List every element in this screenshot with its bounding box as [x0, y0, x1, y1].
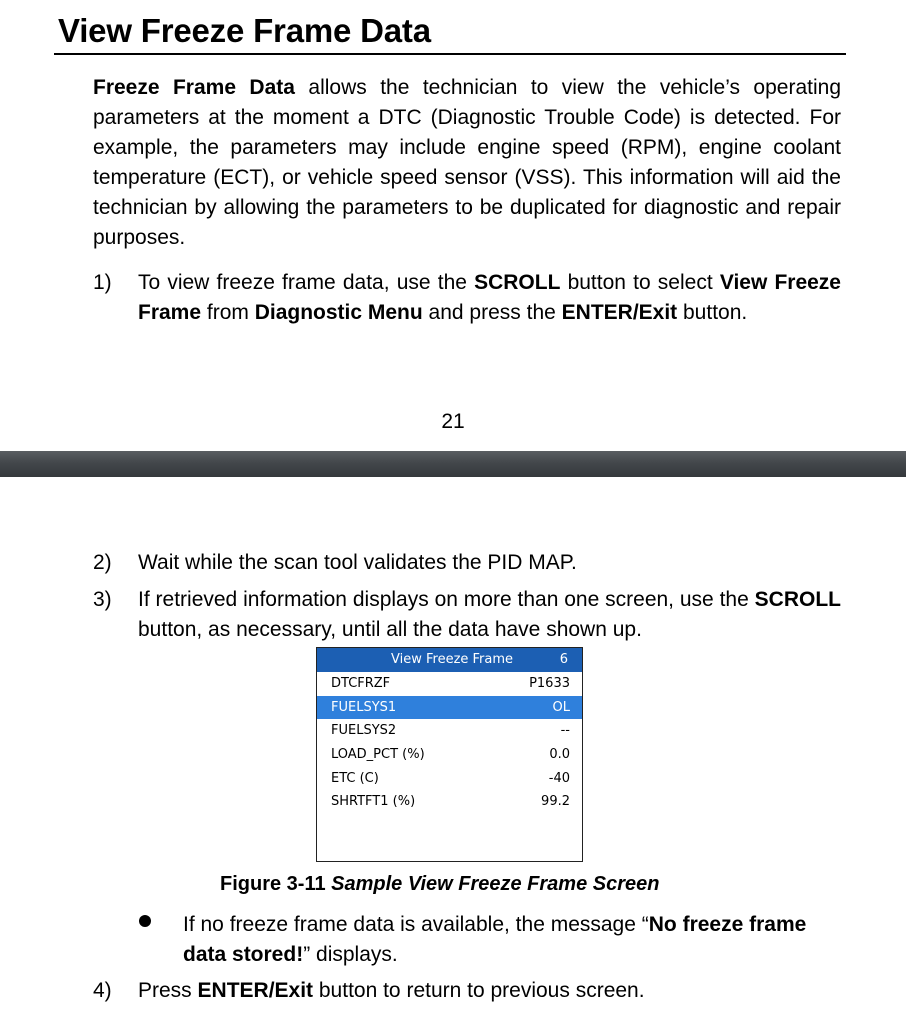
row-value: 0.0	[549, 747, 570, 763]
row-label: SHRTFT1 (%)	[331, 794, 416, 810]
page-break-band	[0, 451, 906, 477]
bullet-part: If no freeze frame data is available, the message “	[183, 913, 649, 936]
step-1-part: button to select	[560, 271, 720, 294]
step-4-part: Press	[138, 979, 198, 1002]
step-3-part: button, as necessary, until all the data have shown up.	[138, 618, 642, 641]
screen-row-etc-c[interactable]	[317, 767, 582, 791]
intro-paragraph	[93, 73, 841, 253]
screen-row-load-pct[interactable]	[317, 743, 582, 767]
figure-label: Figure 3-11	[220, 873, 326, 895]
step-4-text	[138, 976, 645, 1006]
page-title: View Freeze Frame Data	[58, 12, 431, 49]
screen-page-indicator: 6	[559, 652, 568, 667]
screen-row-shrtft1[interactable]	[317, 790, 582, 814]
bullet-icon	[139, 915, 151, 927]
row-label: ETC (C)	[331, 770, 379, 786]
screen-row-list	[317, 672, 582, 814]
step-1-bold: Diagnostic Menu	[254, 301, 423, 324]
row-value: --	[560, 723, 570, 739]
step-4-part: button to return to previous screen.	[313, 979, 645, 1002]
freeze-frame-screen	[316, 647, 583, 862]
row-label: DTCFRZF	[331, 676, 391, 691]
step-1-part: and press the	[422, 301, 562, 324]
screen-header	[317, 648, 582, 672]
step-1-part: To view freeze frame data, use the	[138, 271, 475, 294]
step-2-text: Wait while the scan tool validates the PID MAP.	[138, 551, 577, 574]
row-value: -40	[548, 770, 570, 786]
intro-bold-lead: Freeze Frame Data	[93, 76, 295, 99]
step-3-bold: SCROLL	[754, 588, 841, 611]
screen-row-dtcfrzf[interactable]	[317, 672, 582, 696]
figure-title: Sample View Freeze Frame Screen	[325, 873, 660, 895]
step-4-number: 4)	[93, 979, 112, 1002]
screen-title: View Freeze Frame	[391, 652, 514, 667]
step-1-part: button.	[677, 301, 748, 324]
step-3-part: If retrieved information displays on more than one screen, use the	[138, 588, 755, 611]
row-value: 99.2	[541, 794, 570, 810]
step-3-text	[138, 585, 841, 645]
figure-caption	[220, 873, 659, 896]
row-label: LOAD_PCT (%)	[331, 747, 425, 763]
bullet-text	[183, 910, 843, 970]
step-1-bold: View Freeze Frame	[138, 271, 841, 324]
step-3-number: 3)	[93, 588, 112, 611]
step-1-bold: ENTER/Exit	[561, 301, 678, 324]
intro-text: allows the technician to view the vehicle’s operating parameters at the moment a DTC (Diagnostic Trouble Code) is detected. For example, the parameters may include engine speed (RPM), engine coolant temperature (ECT), or vehicle speed sensor (VSS). This information will aid the technician by allowing the parameters to be duplicated for diagnostic and repair purposes.	[93, 76, 841, 249]
step-1-bold: SCROLL	[474, 271, 561, 294]
screen-row-fuelsys2[interactable]	[317, 719, 582, 743]
step-1-text	[138, 268, 841, 328]
page-number: 21	[441, 410, 465, 433]
screen-row-fuelsys1[interactable]	[317, 696, 582, 720]
row-label: FUELSYS1	[331, 699, 397, 715]
step-2-number: 2)	[93, 551, 112, 574]
step-4-bold: ENTER/Exit	[197, 979, 314, 1002]
step-1-number: 1)	[93, 271, 112, 294]
bullet-part: ” displays.	[303, 943, 398, 966]
step-1-part: from	[201, 301, 255, 324]
row-value: P1633	[529, 676, 570, 691]
bullet-bold: No freeze frame data stored!	[183, 913, 807, 966]
row-value: OL	[552, 699, 570, 715]
row-label: FUELSYS2	[331, 723, 397, 739]
title-rule	[54, 53, 846, 55]
